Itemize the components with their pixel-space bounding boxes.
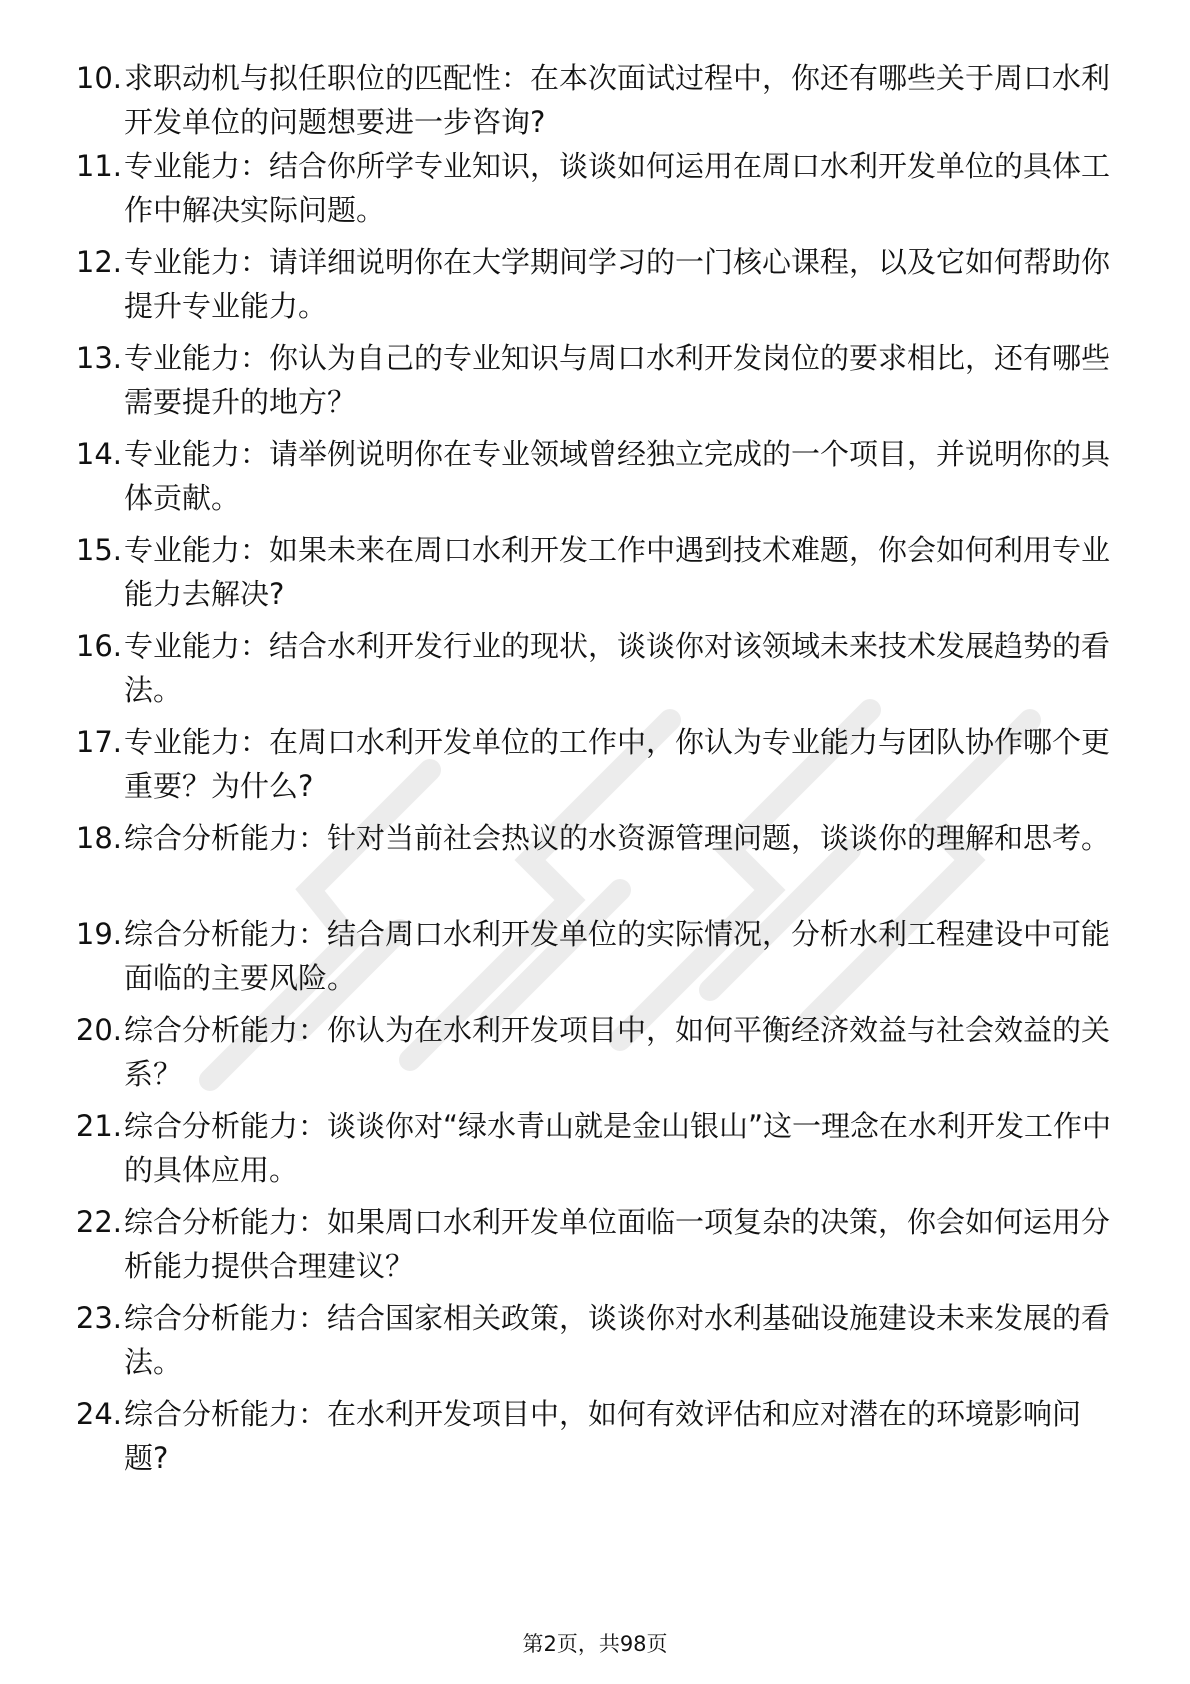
question-text: 专业能力：请举例说明你在专业领域曾经独立完成的一个项目，并说明你的具体贡献。 [124,437,1111,515]
question-number: 10. [75,61,122,95]
page-footer [0,1629,1190,1659]
question-number: 23. [75,1301,122,1335]
question-text: 求职动机与拟任职位的匹配性：在本次面试过程中，你还有哪些关于周口水利开发单位的问题想要进一步咨询? [124,61,1111,139]
question-number: 20. [75,1013,122,1047]
question-text: 综合分析能力：在水利开发项目中，如何有效评估和应对潜在的环境影响问题? [124,1397,1082,1475]
question-number: 16. [75,629,122,663]
question-text: 综合分析能力：结合国家相关政策，谈谈你对水利基础设施建设未来发展的看法。 [124,1301,1111,1379]
question-number: 17. [75,725,122,759]
question-text: 综合分析能力：你认为在水利开发项目中，如何平衡经济效益与社会效益的关系？ [124,1013,1111,1091]
question-text: 专业能力：结合你所学专业知识，谈谈如何运用在周口水利开发单位的具体工作中解决实际问题。 [124,149,1111,227]
question-item [0,1392,1190,1482]
question-number: 19. [75,917,122,951]
question-item [0,1296,1190,1386]
question-item [0,56,1190,146]
question-item [0,144,1190,234]
question-text: 专业能力：在周口水利开发单位的工作中，你认为专业能力与团队协作哪个更重要？为什么? [124,725,1111,803]
question-item [0,1200,1190,1290]
question-number: 11. [75,149,122,183]
question-item [0,336,1190,426]
question-item [0,624,1190,714]
question-item [0,720,1190,810]
question-text: 综合分析能力：谈谈你对“绿水青山就是金山银山”这一理念在水利开发工作中的具体应用。 [124,1109,1112,1187]
question-text: 综合分析能力：如果周口水利开发单位面临一项复杂的决策，你会如何运用分析能力提供合理建议？ [124,1205,1111,1283]
question-number: 21. [75,1109,122,1143]
question-number: 18. [75,821,122,855]
question-text: 专业能力：如果未来在周口水利开发工作中遇到技术难题，你会如何利用专业能力去解决? [124,533,1111,611]
question-item [0,528,1190,618]
question-text: 专业能力：请详细说明你在大学期间学习的一门核心课程，以及它如何帮助你提升专业能力。 [124,245,1111,323]
question-item [0,1008,1190,1098]
question-number: 13. [75,341,122,375]
question-number: 24. [75,1397,122,1431]
question-item [0,1104,1190,1194]
question-text: 专业能力：结合水利开发行业的现状，谈谈你对该领域未来技术发展趋势的看法。 [124,629,1111,707]
question-number: 14. [75,437,122,471]
question-item [0,816,1190,906]
page-number-label: 第2页，共98页 [522,1632,668,1656]
question-text: 综合分析能力：针对当前社会热议的水资源管理问题，谈谈你的理解和思考。 [124,821,1111,855]
question-number: 22. [75,1205,122,1239]
question-number: 15. [75,533,122,567]
question-item [0,240,1190,330]
question-item [0,432,1190,522]
question-text: 综合分析能力：结合周口水利开发单位的实际情况，分析水利工程建设中可能面临的主要风险。 [124,917,1111,995]
question-text: 专业能力：你认为自己的专业知识与周口水利开发岗位的要求相比，还有哪些需要提升的地方？ [124,341,1111,419]
question-item [0,912,1190,1002]
question-number: 12. [75,245,122,279]
